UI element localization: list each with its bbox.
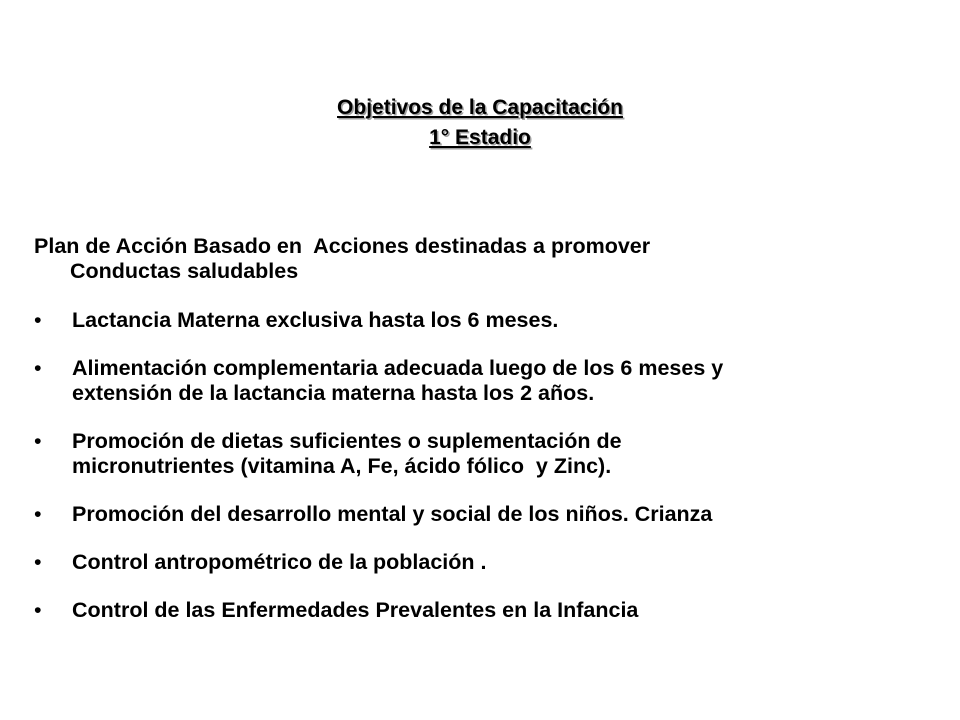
title-line-2: 1° Estadio xyxy=(429,126,531,149)
list-item xyxy=(34,598,934,623)
bullet-icon: • xyxy=(34,598,42,622)
bullet-text: Promoción de dietas suficientes o suplementación de xyxy=(72,429,622,453)
bullet-icon: • xyxy=(34,550,42,574)
bullet-icon: • xyxy=(34,356,42,380)
list-item xyxy=(34,356,934,406)
bullet-list xyxy=(34,308,934,646)
intro-line-2: Conductas saludables xyxy=(70,259,299,283)
bullet-icon: • xyxy=(34,429,42,453)
intro-line-1: Plan de Acción Basado en Acciones destinadas a promover xyxy=(34,234,651,258)
list-item xyxy=(34,550,934,575)
list-item xyxy=(34,429,934,479)
bullet-icon: • xyxy=(34,308,42,332)
intro-paragraph xyxy=(34,234,914,284)
bullet-text: Lactancia Materna exclusiva hasta los 6 meses. xyxy=(72,308,559,332)
bullet-text: micronutrientes (vitamina A, Fe, ácido fólico y Zinc). xyxy=(72,454,612,478)
title-line-1: Objetivos de la Capacitación xyxy=(337,96,623,119)
bullet-text: Control antropométrico de la población . xyxy=(72,550,487,574)
slide-title xyxy=(0,93,960,153)
bullet-text: extensión de la lactancia materna hasta los 2 años. xyxy=(72,381,595,405)
bullet-text: Control de las Enfermedades Prevalentes en la Infancia xyxy=(72,598,639,622)
bullet-icon: • xyxy=(34,502,42,526)
bullet-text: Promoción del desarrollo mental y social de los niños. Crianza xyxy=(72,502,713,526)
bullet-text: Alimentación complementaria adecuada luego de los 6 meses y xyxy=(72,356,724,380)
list-item xyxy=(34,308,934,333)
list-item xyxy=(34,502,934,527)
